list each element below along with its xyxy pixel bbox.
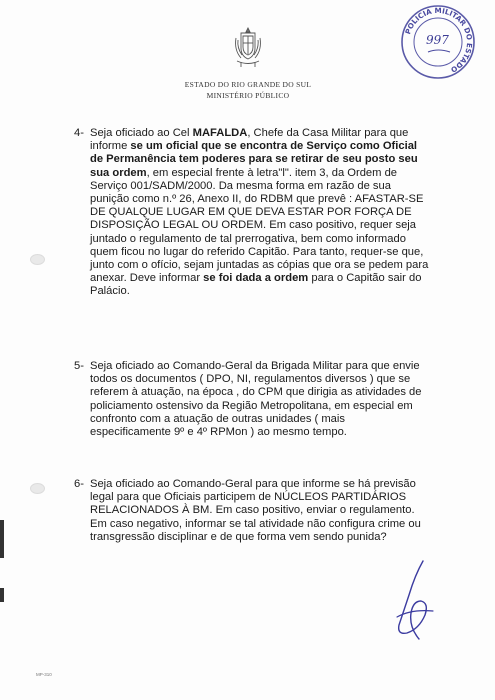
text-run: legal para que Oficiais participem de NÚCLEOS PARTIDÁRIOS (90, 491, 407, 504)
text-line (90, 426, 444, 439)
text-run: quem ficou no lugar do referido Capitão. Para tanto, requer-se que, (90, 245, 424, 258)
text-line (90, 413, 444, 426)
text-line (90, 153, 446, 166)
header-state-name: ESTADO DO RIO GRANDE DO SUL (184, 80, 312, 89)
text-run: Em caso negativo, informar se tal atividade não configura crime ou (90, 517, 421, 530)
text-run: confronto com a atuação de outras unidades ( mais (90, 412, 345, 425)
text-run: transgressão disciplinar e de que forma vem sendo punida? (90, 530, 387, 543)
text-run: punição como n.º 26, Anexo II, do RDBM que prevê : AFASTAR-SE (90, 193, 424, 206)
text-run: DISPOSIÇÃO LEGAL OU ORDEM. Em caso positivo, requer seja (90, 219, 416, 232)
text-run: junto com o ofício, sejam juntadas as cópias que ora se pedem para (90, 259, 429, 272)
text-run: Serviço 001/SADM/2000. Da mesma forma em razão de sua (90, 179, 391, 192)
text-line (90, 127, 446, 140)
text-run: , em especial frente à letra"l". item 3, da Ordem de (146, 166, 398, 179)
stamp-text: POLICIA MILITAR DO ESTADO (403, 5, 475, 75)
text-line (90, 259, 446, 272)
text-line (90, 272, 446, 285)
text-line (90, 478, 446, 491)
text-line (90, 400, 444, 413)
text-line (90, 360, 444, 373)
text-line (90, 167, 446, 180)
item-text (90, 127, 446, 299)
text-line (90, 193, 446, 206)
bold-text: de Permanência tem poderes para se retirar de seu posto seu (90, 153, 418, 166)
text-line (90, 531, 446, 544)
form-code: MP-310 (36, 672, 52, 677)
text-line (90, 246, 446, 259)
text-line (90, 233, 446, 246)
text-run: Palácio. (90, 285, 130, 298)
text-run: RELACIONADOS À BM. Em caso positivo, enviar o regulamento. (90, 504, 415, 517)
bold-text: MAFALDA (192, 127, 248, 139)
item-number: 6- (74, 478, 84, 490)
item-text (90, 478, 446, 544)
text-run: DE QUALQUE LUGAR EM QUE DEVA ESTAR POR FORÇA DE (90, 206, 412, 219)
text-run: especificamente 9º e 4º RPMon ) ao mesmo tempo. (90, 426, 347, 439)
bold-text: se um oficial que se encontra de Serviço como Oficial (130, 140, 418, 153)
text-line (90, 180, 446, 193)
text-run: todos os documentos ( DPO, NI, regulamentos diversos ) que se (90, 373, 411, 386)
header-ministry-name: MINISTÉRIO PÚBLICO (206, 91, 290, 100)
text-line (90, 386, 444, 399)
text-run: Seja oficiado ao Comando-Geral para que informe se há previsão (90, 478, 416, 490)
text-run: referem à atuação, na época , do CPM que dirigia as atividades de (90, 386, 422, 399)
text-run: Seja oficiado ao Cel (90, 127, 193, 139)
text-line (90, 504, 446, 517)
scan-edge-mark (0, 520, 4, 558)
text-run: para o Capitão sair do (308, 272, 422, 285)
text-line (90, 518, 446, 531)
text-run: informe (90, 140, 131, 153)
text-run: anexar. Deve informar (90, 272, 204, 285)
bold-text: sua ordem (90, 166, 147, 179)
bold-text: se foi dada a ordem (203, 272, 309, 285)
scan-edge-mark (0, 588, 4, 602)
text-run: juntado o regulamento de tal prerrogativa, bem como informado (90, 232, 406, 245)
item-number: 4- (74, 127, 84, 139)
item-number: 5- (74, 360, 84, 372)
handwritten-signature (385, 555, 445, 645)
text-line (90, 219, 446, 232)
hole-punch-mark (30, 254, 45, 265)
state-coat-of-arms-icon (232, 26, 264, 70)
item-text (90, 360, 444, 439)
text-line (90, 140, 446, 153)
text-run: policiamento ostensivo da Região Metropolitana, em especial em (90, 399, 413, 412)
stamp-handwritten-number: 997 (426, 33, 449, 47)
text-line (90, 373, 444, 386)
text-line (90, 206, 446, 219)
text-line (90, 491, 446, 504)
hole-punch-mark (30, 483, 45, 494)
text-line (90, 285, 446, 298)
protocol-stamp-icon (398, 2, 478, 82)
text-run: , Chefe da Casa Militar para que (247, 127, 409, 139)
text-run: Seja oficiado ao Comando-Geral da Brigada Militar para que envie (90, 360, 420, 372)
